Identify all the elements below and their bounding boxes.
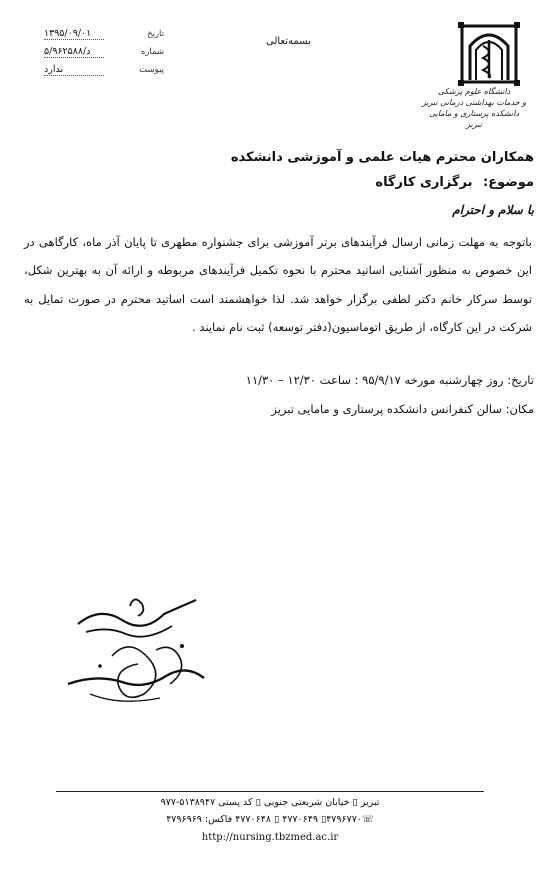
meta-number-row xyxy=(44,46,164,64)
footer-phone-fax: ☏۴۷۹۶۷۷۰▯ ۴۷۷۰۶۴۹ ▯ ۴۷۷۰۶۴۸ فاکس: ۴۷۹۶۹۶۹ xyxy=(166,814,374,825)
subject-label: موضوع: xyxy=(483,175,534,190)
workshop-place: مکان: سالن کنفرانس دانشکده پرستاری و مامایی تبریز xyxy=(271,402,534,416)
meta-number-value: ۵/د/۹۶۲۵۸۸ xyxy=(44,46,104,58)
logo-caption-line3: دانشکده پرستاری و مامایی تبریز xyxy=(428,109,520,129)
letter-subject xyxy=(375,175,534,190)
bismillah-heading: بسمه‌تعالی xyxy=(266,36,311,47)
meta-date-row xyxy=(44,28,164,46)
footer-website-link[interactable]: http://nursing.tbzmed.ac.ir xyxy=(201,832,339,843)
meta-number-label: شماره xyxy=(140,47,164,57)
logo-caption-line2: و خدمات بهداشتی درمانی تبریز xyxy=(421,98,527,107)
handwritten-signature xyxy=(60,586,210,716)
logo-caption-line1: دانشگاه علوم پزشکی xyxy=(437,87,511,96)
footer-address: تبریز ▯ خیابان شریعتی جنوبی ▯ کد پستی ۵۱۳۸۹۴۷-۹۷۷ xyxy=(160,797,380,808)
workshop-date: تاریخ: روز چهارشنبه مورخه ۹۵/۹/۱۷ : ساعت ۱۲/۳۰ – ۱۱/۳۰ xyxy=(245,373,534,387)
meta-date-label: تاریخ xyxy=(147,29,164,39)
logo-caption xyxy=(420,86,528,130)
footer-divider xyxy=(56,791,484,792)
subject-value: برگزاری کارگاه xyxy=(375,175,473,190)
meta-date-value: ۱۳۹۵/۰۹/۰۱ xyxy=(44,28,104,40)
letter-body: باتوجه به مهلت زمانی ارسال فرآیندهای برتر آموزشی برای جشنواره مطهری تا پایان آذر ماه، کارگاهی در این خصوص به منظور آشنایی اساتید محترم با نحوه تکمیل فرآیندهای مربوطه و ارائه آن به بهترین شکل، توسط سرکار خانم دکتر لطفی برگزار خواهد شد. لذا خواهشمند است اساتید محترم در صورت تمایل به شرکت در این کارگاه، از طریق اتوماسیون(دفتر توسعه) ثبت نام نمایند . xyxy=(24,235,532,334)
meta-attachment-label: پیوست xyxy=(139,65,164,75)
letter-recipient: همکاران محترم هیات علمی و آموزشی دانشکده xyxy=(230,150,534,165)
university-logo-icon xyxy=(456,20,522,88)
meta-attachment-row xyxy=(44,64,164,82)
letter-meta xyxy=(44,28,164,82)
meta-attachment-value: ندارد xyxy=(44,64,104,76)
letter-greeting: با سلام و احترام xyxy=(452,203,534,217)
